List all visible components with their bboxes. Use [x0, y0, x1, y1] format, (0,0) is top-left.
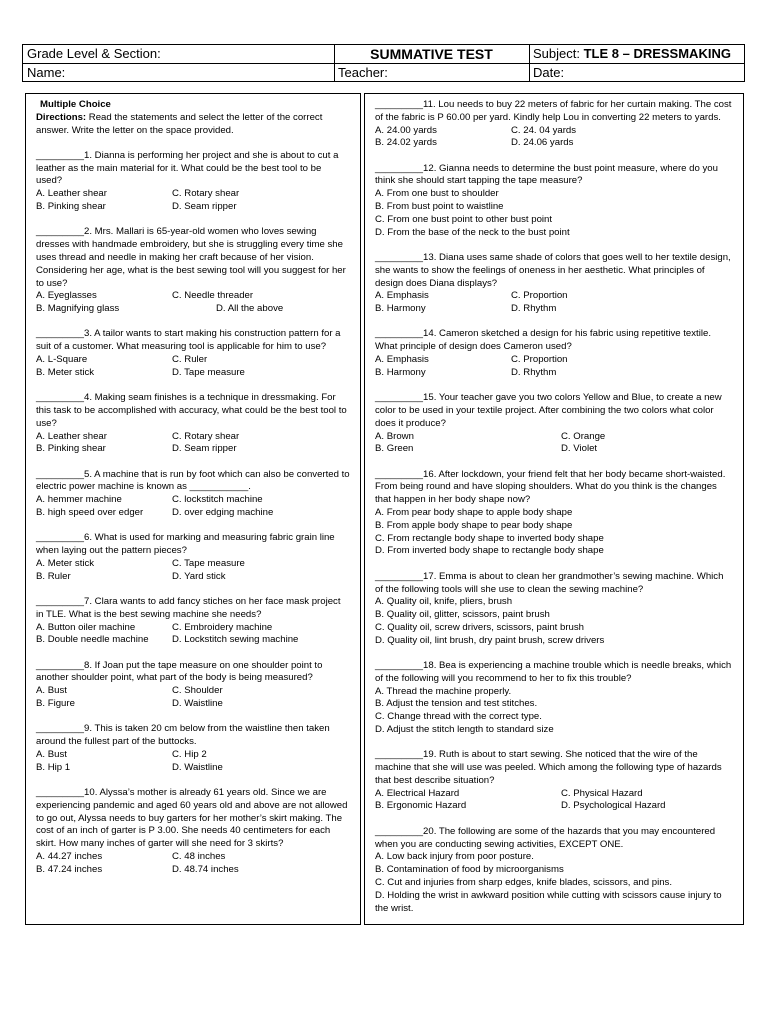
- subject-label: Subject:: [533, 46, 584, 61]
- option-b: B. Ergonomic Hazard: [375, 800, 467, 812]
- option-b: B. Figure: [36, 698, 75, 710]
- question-text: _________12. Gianna needs to determine the bust point measure, where do you think she should start tapping the tape measure?: [375, 162, 718, 187]
- option-d: D. over edging machine: [172, 507, 274, 519]
- option-b: B. Ruler: [36, 570, 71, 582]
- option-d: D. Waistline: [172, 698, 223, 710]
- option-b: B. Hip 1: [36, 761, 71, 773]
- option-b: B. Magnifying glass: [36, 303, 120, 315]
- teacher-label: Teacher:: [338, 65, 388, 80]
- option-a: A. Electrical Hazard: [375, 787, 460, 799]
- subject-value: TLE 8 – DRESSMAKING: [583, 46, 731, 61]
- question-5: [36, 469, 350, 520]
- question-text: _________2. Mrs. Mallari is 65-year-old women who loves sewing dresses with handmade embroidery, but she is struggling every time she uses thread and needle in making her craft because of her vision. Considering her age, what is the best sewing tool will you suggest for her to use?: [36, 226, 346, 289]
- option-a: A. Emphasis: [375, 290, 429, 302]
- question-text: _________10. Alyssa’s mother is already 61 years old. Since we are experiencing pandemic and aged 60 years old and above are not allowed to go out, Alyssa needs to buy garters for her mother’s skirt making. The cost of an inch of garter is P 3.00. She needs 40 centimeters for each skirt. How many inches of garter will she need for 3 skirts?: [36, 787, 348, 850]
- option-b: B. Harmony: [375, 303, 426, 315]
- question-text: _________1. Dianna is performing her project and she is about to cut a leather as the main material for it. What could be the best tool to be used?: [36, 149, 339, 187]
- option-b: B. From bust point to waistline: [375, 201, 504, 213]
- question-text: _________5. A machine that is run by foot which can also be converted to electric power machine is known as ___________.: [36, 468, 350, 493]
- option-d: D. Yard stick: [172, 570, 226, 582]
- question-2: [36, 226, 350, 316]
- option-a: A. Emphasis: [375, 354, 429, 366]
- question-14: [375, 328, 733, 379]
- option-d: D. Rhythm: [511, 303, 557, 315]
- question-17: [375, 571, 733, 648]
- option-a: A. Leather shear: [36, 188, 107, 200]
- option-a: A. Quality oil, knife, pliers, brush: [375, 596, 513, 608]
- question-text: _________20. The following are some of the hazards that you may encountered when you are conducting sewing activities, EXCEPT ONE.: [375, 825, 716, 850]
- option-c: C. Physical Hazard: [561, 787, 643, 799]
- option-b: B. Double needle machine: [36, 634, 149, 646]
- option-a: A. Bust: [36, 748, 67, 760]
- option-b: B. Harmony: [375, 366, 426, 378]
- option-d: D. All the above: [216, 303, 284, 315]
- name-label: Name:: [27, 65, 66, 80]
- option-c: C. Shoulder: [172, 685, 223, 697]
- option-d: D. From inverted body shape to rectangle body shape: [375, 545, 604, 557]
- question-text: _________14. Cameron sketched a design for his fabric using repetitive textile. What principle of design does Cameron used?: [375, 328, 711, 353]
- option-a: A. Thread the machine properly.: [375, 685, 512, 697]
- test-title: SUMMATIVE TEST: [370, 46, 493, 62]
- option-c: C. Proportion: [511, 354, 568, 366]
- option-c: C. Change thread with the correct type.: [375, 711, 542, 723]
- question-16: [375, 469, 733, 559]
- question-text: _________16. After lockdown, your friend felt that her body became short-waisted. From being round and have sloping shoulders. What do you think is the changes that happen in her body shape now?: [375, 468, 726, 506]
- option-c: C. From one bust point to other bust point: [375, 213, 553, 225]
- question-text: _________6. What is used for marking and measuring fabric grain line when laying out the pattern pieces?: [36, 532, 335, 557]
- question-11: [375, 99, 733, 150]
- question-text: _________7. Clara wants to add fancy stiches on her face mask project in TLE. What is the best sewing machine she needs?: [36, 596, 341, 620]
- option-b: B. Pinking shear: [36, 201, 106, 213]
- option-c: C. Cut and injuries from sharp edges, knife blades, scissors, and pins.: [375, 876, 673, 888]
- option-a: A. Bust: [36, 685, 67, 697]
- option-d: D. Rhythm: [511, 366, 557, 378]
- option-a: A. L-Square: [36, 354, 88, 366]
- directions: [36, 112, 350, 138]
- option-d: D. Holding the wrist in awkward position while cutting with scissors cause injury to the wrist.: [375, 889, 722, 914]
- option-d: D. From the base of the neck to the bust point: [375, 226, 570, 238]
- question-18: [375, 660, 733, 737]
- option-d: D. Seam ripper: [172, 443, 237, 455]
- option-c: C. lockstitch machine: [172, 494, 263, 506]
- date-label: Date:: [533, 65, 565, 80]
- option-a: A. 24.00 yards: [375, 124, 437, 136]
- question-15: [375, 392, 733, 456]
- question-text: _________4. Making seam finishes is a technique in dressmaking. For this task to be accomplished with accuracy, what could be the best tool to use?: [36, 392, 347, 429]
- question-text: _________19. Ruth is about to start sewing. She noticed that the wire of the machine that she will use was peeled. Which among the following type of hazards that best describe situation?: [375, 749, 722, 786]
- question-9: [36, 723, 350, 774]
- question-19: [375, 749, 733, 813]
- option-b: B. 24.02 yards: [375, 137, 437, 149]
- option-b: B. Pinking shear: [36, 443, 106, 455]
- option-c: C. Rotary shear: [172, 188, 240, 200]
- option-a: A. From one bust to shoulder: [375, 188, 499, 200]
- question-13: [375, 252, 733, 316]
- question-1: [36, 150, 350, 214]
- option-c: C. Needle threader: [172, 290, 254, 302]
- option-a: A. 44.27 inches: [36, 851, 103, 863]
- option-d: D. Quality oil, lint brush, dry paint brush, screw drivers: [375, 634, 605, 646]
- option-c: C. 48 inches: [172, 851, 226, 863]
- option-c: C. Proportion: [511, 290, 568, 302]
- right-column: [364, 93, 744, 925]
- option-c: C. Ruler: [172, 354, 208, 366]
- option-d: D. Lockstitch sewing machine: [172, 634, 299, 646]
- left-column: [25, 93, 361, 925]
- option-a: A. From pear body shape to apple body shape: [375, 507, 573, 519]
- option-d: D. 48.74 inches: [172, 863, 239, 875]
- option-d: D. Psychological Hazard: [561, 800, 666, 812]
- grade-level-label: Grade Level & Section:: [27, 46, 161, 61]
- section-heading: Multiple Choice: [40, 99, 111, 110]
- question-10: [36, 787, 350, 877]
- question-text: _________8. If Joan put the tape measure on one shoulder point to another shoulder point, what part of the body is being measured?: [36, 659, 323, 684]
- question-3: [36, 328, 350, 379]
- question-text: _________3. A tailor wants to start making his construction pattern for a suit of a customer. What measuring tool is applicable for him to use?: [36, 328, 341, 353]
- question-text: _________11. Lou needs to buy 22 meters of fabric for her curtain making. The cost of the fabric is P 60.00 per yard. Kindly help Lou in converting 22 meters to yards.: [375, 99, 732, 123]
- option-a: A. hemmer machine: [36, 494, 122, 506]
- directions-text: Read the statements and select the letter of the correct answer. Write the letter on the space provided.: [36, 111, 323, 136]
- option-c: C. Orange: [561, 430, 606, 442]
- option-d: D. Waistline: [172, 761, 223, 773]
- option-d: D. Seam ripper: [172, 201, 237, 213]
- option-c: C. Hip 2: [172, 748, 207, 760]
- option-b: B. Green: [375, 443, 414, 455]
- subject-field: [529, 45, 746, 63]
- option-a: A. Meter stick: [36, 557, 95, 569]
- option-a: A. Brown: [375, 430, 414, 442]
- option-d: D. 24.06 yards: [511, 137, 574, 149]
- question-text: _________17. Emma is about to clean her grandmother’s sewing machine. Which of the following tools will she use to clean the sewing machine?: [375, 570, 724, 595]
- option-a: A. Leather shear: [36, 430, 107, 442]
- option-c: C. Rotary shear: [172, 430, 240, 442]
- directions-label: Directions:: [36, 111, 87, 123]
- option-a: A. Button oiler machine: [36, 621, 136, 633]
- option-d: D. Violet: [561, 443, 598, 455]
- option-c: C. 24. 04 yards: [511, 124, 577, 136]
- option-c: C. Tape measure: [172, 557, 245, 569]
- option-b: B. Adjust the tension and test stitches.: [375, 698, 538, 710]
- question-text: _________9. This is taken 20 cm below from the waistline then taken around the fullest part of the buttocks.: [36, 723, 330, 748]
- option-a: A. Eyeglasses: [36, 290, 97, 302]
- option-c: C. Embroidery machine: [172, 621, 273, 633]
- option-d: D. Adjust the stitch length to standard size: [375, 723, 554, 735]
- option-b: B. From apple body shape to pear body shape: [375, 519, 573, 531]
- option-b: B. 47.24 inches: [36, 863, 103, 875]
- option-b: B. Meter stick: [36, 366, 95, 378]
- option-b: B. Quality oil, glitter, scissors, paint brush: [375, 609, 550, 621]
- question-8: [36, 660, 350, 711]
- option-d: D. Tape measure: [172, 366, 245, 378]
- option-b: B. high speed over edger: [36, 507, 144, 519]
- question-text: _________13. Diana uses same shade of colors that goes well to her textile design, she wants to show the feelings of oneness in her aesthetic. What principles of design does Diana displays?: [375, 251, 731, 289]
- question-text: _________15. Your teacher gave you two colors Yellow and Blue, to create a new color to be used in your textile project. After combining the two colors what color does it produce?: [375, 392, 722, 429]
- question-4: [36, 392, 350, 456]
- option-b: B. Contamination of food by microorganisms: [375, 864, 564, 876]
- question-7: [36, 596, 350, 647]
- question-text: _________18. Bea is experiencing a machine trouble which is needle breaks, which of the following will you recommend to her to fix this trouble?: [375, 659, 732, 684]
- option-a: A. Low back injury from poor posture.: [375, 851, 534, 863]
- option-c: C. From rectangle body shape to inverted body shape: [375, 532, 604, 544]
- option-c: C. Quality oil, screw drivers, scissors, paint brush: [375, 621, 584, 633]
- question-6: [36, 532, 350, 583]
- question-20: [375, 826, 733, 916]
- question-12: [375, 163, 733, 240]
- header-table: [22, 44, 745, 82]
